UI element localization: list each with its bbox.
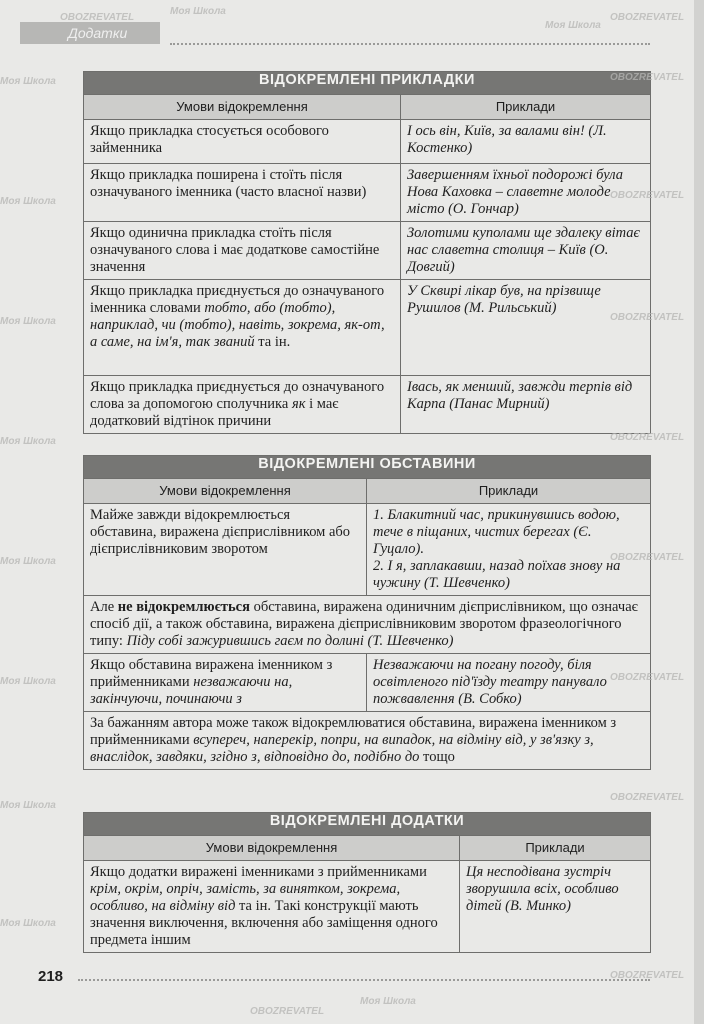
appositions-col-examples: Приклади [401,95,651,120]
table-row [84,376,651,434]
watermark: OBOZREVATEL [610,552,685,563]
condition-cell: Якщо прикладка приєднується до означуваного іменника словами тобто, або (тобто), наприклад, чи (тобто), навіть, зокрема, як-от, а саме, на ім'я, так званий та ін. [84,280,401,376]
watermark: OBOZREVATEL [610,312,685,323]
watermark: Моя Школа [0,196,56,207]
watermark: Моя Школа [0,316,56,327]
condition-cell: Якщо прикладка стосується особового займенника [84,120,401,164]
adverbials-table [83,455,651,770]
complements-title: ВІДОКРЕМЛЕНІ ДОДАТКИ [84,813,651,836]
condition-cell: Якщо одинична прикладка стоїть після означуваного слова і має додаткове самостійне значення [84,222,401,280]
condition-cell: Якщо обставина виражена іменником з прийменниками незважаючи на, закінчуючи, починаючи з [84,654,367,712]
watermark: OBOZREVATEL [610,190,685,201]
footer-divider [78,979,650,981]
table-row [84,596,651,654]
adverbials-col-conditions: Умови відокремлення [84,479,367,504]
table-row [84,654,651,712]
watermark: Моя Школа [170,6,226,17]
section-tab: Додатки [20,22,160,44]
table-row [84,222,651,280]
watermark: Моя Школа [0,800,56,811]
watermark: OBOZREVATEL [250,1006,325,1017]
condition-cell: Майже завжди відокремлюється обставина, виражена дієприслівником або дієприслівниковим зворотом [84,504,367,596]
example-cell: Золотими куполами ще здалеку вітає нас славетна столиця – Київ (О. Довгий) [401,222,651,280]
table-row [84,504,651,596]
watermark: OBOZREVATEL [610,432,685,443]
watermark: Моя Школа [0,918,56,929]
watermark: OBOZREVATEL [610,12,685,23]
condition-cell: Якщо прикладка приєднується до означуваного слова за допомогою сполучника як і має додатковий відтінок причини [84,376,401,434]
watermark: OBOZREVATEL [610,970,685,981]
complements-col-examples: Приклади [460,836,651,861]
page-edge [694,0,704,1024]
header-divider [170,43,650,45]
watermark: Моя Школа [0,76,56,87]
appositions-col-conditions: Умови відокремлення [84,95,401,120]
adverbials-title: ВІДОКРЕМЛЕНІ ОБСТАВИНИ [84,456,651,479]
watermark: OBOZREVATEL [610,792,685,803]
full-width-cell: Але не відокремлюється обставина, виражена одиничним дієприслівником, що означає спосіб дії, а також обставина, виражена дієприслівниковим зворотом фразеологічного типу: Піду собі зажурившись гаєм по долині (Т. Шевченко) [84,596,651,654]
table-row [84,712,651,770]
watermark: OBOZREVATEL [60,12,135,23]
appositions-title: ВІДОКРЕМЛЕНІ ПРИКЛАДКИ [84,72,651,95]
example-cell [367,504,651,596]
complements-col-conditions: Умови відокремлення [84,836,460,861]
table-row [84,164,651,222]
example-line: 1. Блакитний час, прикинувшись водою, тече в піщаних, чистих берегах (Є. Гуцало). [373,507,620,557]
adverbials-col-examples: Приклади [367,479,651,504]
watermark: Моя Школа [0,436,56,447]
page-number: 218 [38,968,64,985]
watermark: Моя Школа [0,556,56,567]
table-row [84,280,651,376]
watermark: Моя Школа [545,20,601,31]
example-cell: Незважаючи на погану погоду, біля освітленого під'їзду театру панувало пожвавлення (В. Собко) [367,654,651,712]
example-cell: І ось він, Київ, за валами він! (Л. Костенко) [401,120,651,164]
example-cell: У Сквирі лікар був, на прізвище Рушилов (М. Рильський) [401,280,651,376]
watermark: OBOZREVATEL [610,72,685,83]
example-cell: Завершенням їхньої подорожі була Нова Каховка – славетне молоде місто (О. Гончар) [401,164,651,222]
condition-cell: Якщо прикладка поширена і стоїть після означуваного іменника (часто власної назви) [84,164,401,222]
full-width-cell: За бажанням автора може також відокремлюватися обставина, виражена іменником з прийменниками всупереч, наперекір, попри, на випадок, на відміну від, у зв'язку з, внаслідок, завдяки, згідно з, відповідно до, подібно до тощо [84,712,651,770]
watermark: Моя Школа [360,996,416,1007]
appositions-table [83,71,651,434]
example-line: 2. І я, заплакавши, назад поїхав знову на чужину (Т. Шевченко) [373,558,621,591]
example-cell: Івась, як менший, завжди терпів від Карпа (Панас Мирний) [401,376,651,434]
watermark: OBOZREVATEL [610,672,685,683]
condition-cell: Якщо додатки виражені іменниками з прийменниками крім, окрім, опріч, замість, за винятком, зокрема, особливо, на відміну від та ін. Такі конструкції мають значення виключення, включення або заміщення одного предмета іншим [84,861,460,953]
complements-table [83,812,651,953]
example-cell: Ця несподівана зустріч зворушила всіх, особливо дітей (В. Минко) [460,861,651,953]
table-row [84,120,651,164]
table-row [84,861,651,953]
watermark: Моя Школа [0,676,56,687]
